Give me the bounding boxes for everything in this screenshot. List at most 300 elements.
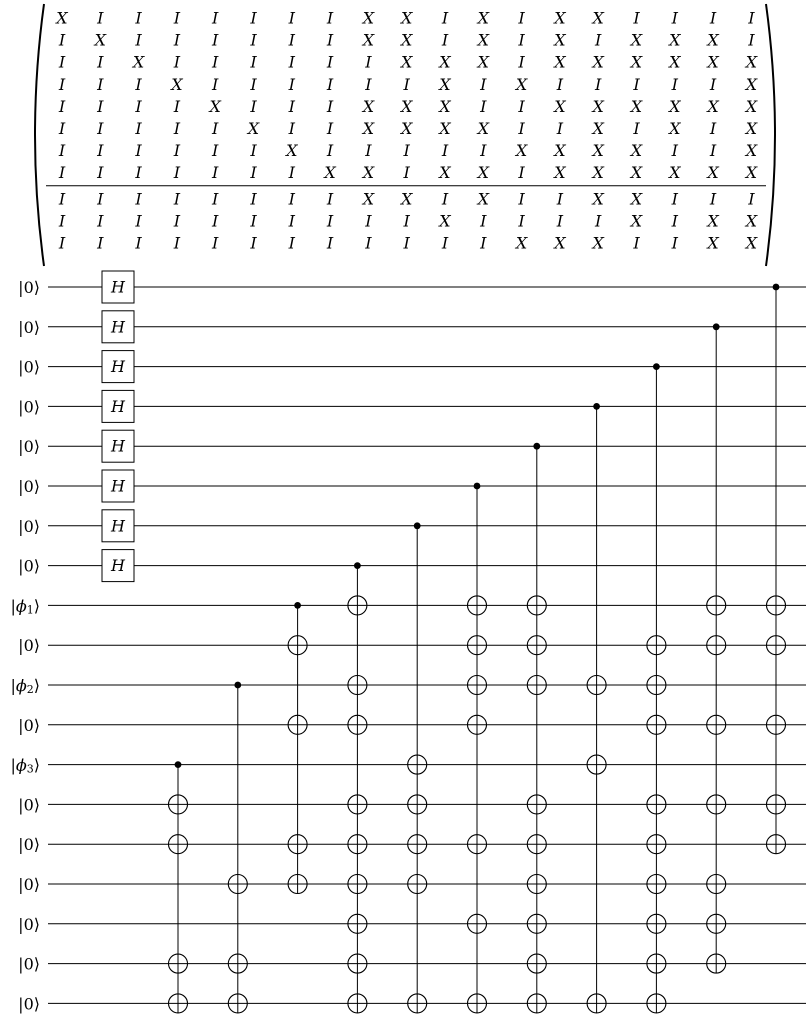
matrix-entry: I: [326, 96, 334, 116]
matrix-entry: I: [326, 233, 334, 253]
matrix-entry: X: [630, 30, 643, 50]
hadamard-gate-label: H: [111, 396, 125, 416]
qubit-label: |0⟩: [18, 317, 40, 337]
matrix-entry: I: [250, 96, 257, 116]
matrix-entry: I: [595, 211, 602, 231]
matrix-entry: X: [554, 30, 566, 50]
matrix-entry: I: [97, 211, 104, 231]
cnot-target: [468, 715, 487, 734]
cnot-column: [527, 443, 546, 1013]
cnot-target: [647, 914, 666, 933]
matrix-entry: X: [362, 189, 375, 209]
matrix-entry: I: [97, 8, 104, 28]
matrix-entry: I: [97, 163, 104, 183]
matrix-entry: I: [365, 52, 372, 72]
matrix-entry: X: [515, 74, 528, 94]
cnot-target: [468, 994, 487, 1013]
matrix-entry: X: [401, 8, 413, 28]
cnot-column: [647, 363, 666, 1013]
quantum-circuit: [10, 271, 806, 1013]
matrix-entry: X: [94, 30, 106, 50]
matrix-right-bracket: [766, 4, 775, 266]
matrix-entry: X: [745, 52, 758, 72]
qubit-label: $|\phi_3⟩$: [10, 755, 40, 776]
matrix-entry: I: [173, 96, 181, 116]
matrix-entry: I: [135, 96, 142, 116]
qubit-label: |0⟩: [18, 476, 40, 496]
matrix-entry: I: [671, 141, 678, 161]
matrix-entry: X: [554, 233, 566, 253]
qubit-label: |0⟩: [18, 794, 40, 814]
cnot-target: [647, 676, 666, 695]
cnot-target: [288, 835, 307, 854]
matrix-entry: I: [595, 30, 602, 50]
matrix-entry: I: [288, 119, 295, 138]
matrix-entry: I: [709, 119, 717, 138]
matrix-entry: I: [97, 141, 104, 161]
cnot-target: [169, 835, 188, 854]
control-dot: [533, 443, 540, 450]
matrix-entry: X: [745, 233, 758, 253]
cnot-target: [468, 835, 487, 854]
matrix-entry: X: [707, 96, 719, 116]
matrix-entry: I: [518, 30, 525, 50]
matrix-entry: I: [288, 233, 295, 253]
matrix-entry: X: [745, 74, 758, 94]
cnot-column: [767, 284, 786, 854]
qubit-label: |0⟩: [18, 436, 40, 456]
matrix-entry: I: [250, 163, 257, 183]
matrix-entry: I: [173, 211, 181, 231]
cnot-target: [288, 715, 307, 734]
matrix-entry: I: [365, 233, 372, 253]
matrix-entry: X: [477, 30, 489, 50]
matrix-entry: I: [480, 96, 487, 116]
qubit-label: |0⟩: [18, 277, 40, 297]
cnot-target: [707, 715, 726, 734]
matrix-entry: X: [362, 8, 375, 28]
matrix-entry: X: [592, 141, 604, 161]
matrix-entry: I: [135, 233, 142, 253]
matrix-left-bracket: [35, 4, 44, 266]
cnot-target: [587, 676, 606, 695]
matrix-entry: X: [745, 141, 758, 161]
matrix-entry: I: [480, 211, 487, 231]
cnot-target: [527, 596, 546, 615]
matrix-entry: I: [250, 74, 257, 94]
matrix-entry: X: [745, 211, 758, 231]
matrix-entry: X: [669, 96, 681, 116]
matrix-entry: I: [326, 141, 334, 161]
qubit-label: |0⟩: [18, 556, 40, 576]
matrix-entry: X: [554, 96, 566, 116]
matrix-entry: X: [286, 141, 298, 161]
qubit-label: |0⟩: [18, 954, 40, 974]
matrix-entry: X: [209, 96, 221, 116]
matrix-entry: I: [365, 141, 372, 161]
matrix-entry: X: [171, 74, 183, 94]
matrix-entry: I: [480, 233, 487, 253]
control-dot: [175, 761, 182, 768]
cnot-column: [707, 323, 726, 973]
matrix-entry: I: [288, 8, 295, 28]
matrix-entry: X: [630, 141, 643, 161]
qubit-label: |0⟩: [18, 874, 40, 894]
matrix-entry: X: [477, 52, 489, 72]
matrix-entry: I: [709, 189, 717, 209]
qubit-label: |0⟩: [18, 516, 40, 536]
cnot-target: [527, 835, 546, 854]
matrix-entry: I: [441, 189, 449, 209]
control-dot: [474, 483, 481, 490]
cnot-target: [468, 676, 487, 695]
matrix-entry: X: [630, 189, 643, 209]
matrix-entry: I: [173, 163, 181, 183]
cnot-target: [468, 596, 487, 615]
matrix-entry: X: [56, 8, 68, 28]
cnot-target: [527, 914, 546, 933]
matrix-entry: I: [250, 141, 257, 161]
matrix-entry: I: [97, 233, 104, 253]
cnot-target: [587, 994, 606, 1013]
control-dot: [234, 682, 241, 689]
matrix-entry: I: [212, 74, 219, 94]
cnot-target: [228, 994, 247, 1013]
matrix-entry: X: [745, 119, 758, 138]
matrix-entry: X: [554, 8, 566, 28]
cnot-target: [408, 994, 427, 1013]
matrix-entry: I: [97, 52, 104, 72]
cnot-column: [288, 602, 307, 894]
matrix-entry: X: [132, 52, 145, 72]
cnot-target: [647, 795, 666, 814]
cnot-column: [408, 522, 427, 1013]
matrix-entry: I: [365, 74, 372, 94]
cnot-column: [348, 562, 367, 1013]
hadamard-gate-label: H: [111, 357, 125, 377]
cnot-target: [767, 715, 786, 734]
cnot-target: [647, 954, 666, 973]
control-dot: [593, 403, 600, 410]
cnot-target: [707, 596, 726, 615]
matrix-entry: I: [441, 8, 449, 28]
matrix-entry: I: [135, 141, 142, 161]
cnot-target: [348, 875, 367, 894]
matrix-entry: I: [480, 141, 487, 161]
matrix-entry: I: [671, 233, 678, 253]
matrix-entry: I: [326, 119, 334, 138]
matrix-entry: I: [97, 119, 104, 138]
cnot-target: [228, 954, 247, 973]
matrix-entry: I: [288, 52, 295, 72]
hadamard-gate-label: H: [111, 516, 125, 536]
cnot-target: [707, 875, 726, 894]
matrix-entry: X: [362, 163, 375, 183]
matrix-entry: X: [554, 163, 566, 183]
cnot-target: [169, 795, 188, 814]
matrix-entry: X: [515, 233, 528, 253]
cnot-target: [468, 914, 487, 933]
cnot-target: [647, 715, 666, 734]
matrix-entry: I: [403, 74, 410, 94]
matrix-entry: I: [518, 52, 525, 72]
matrix-entry: X: [630, 52, 643, 72]
matrix-entry: I: [212, 189, 219, 209]
matrix-entry: I: [403, 233, 410, 253]
hadamard-gate-label: H: [111, 556, 125, 576]
matrix-entry: X: [669, 52, 681, 72]
matrix-entry: X: [362, 96, 375, 116]
qubit-label: |0⟩: [18, 914, 40, 934]
qubit-label: |0⟩: [18, 993, 40, 1013]
cnot-target: [408, 835, 427, 854]
matrix-entry: X: [401, 30, 413, 50]
matrix-entry: X: [707, 211, 719, 231]
qubit-label: |0⟩: [18, 357, 40, 377]
matrix-entry: I: [58, 74, 66, 94]
matrix-entry: X: [401, 96, 413, 116]
matrix-entry: I: [58, 119, 66, 138]
matrix-entry: X: [669, 119, 681, 138]
matrix-entry: I: [556, 211, 564, 231]
hadamard-gate-label: H: [111, 476, 125, 496]
matrix-entry: I: [326, 74, 334, 94]
matrix-entry: I: [326, 211, 334, 231]
qubit-label: |0⟩: [18, 834, 40, 854]
matrix-entry: I: [403, 141, 410, 161]
matrix-entry: I: [212, 119, 219, 138]
matrix-entry: I: [135, 211, 142, 231]
matrix-entry: X: [630, 211, 643, 231]
matrix-entry: I: [748, 189, 755, 209]
matrix-entry: X: [324, 163, 336, 183]
matrix-entry: I: [58, 30, 66, 50]
cnot-target: [288, 875, 307, 894]
cnot-target: [527, 636, 546, 655]
matrix-entry: I: [58, 141, 66, 161]
cnot-target: [348, 676, 367, 695]
control-dot: [653, 363, 660, 370]
cnot-target: [647, 636, 666, 655]
matrix-entry: I: [173, 233, 181, 253]
matrix-entry: I: [173, 8, 181, 28]
cnot-target: [527, 954, 546, 973]
matrix-entry: I: [97, 189, 104, 209]
matrix-entry: I: [135, 163, 142, 183]
matrix-entry: X: [401, 189, 413, 209]
matrix-entry: I: [556, 119, 564, 138]
matrix-entry: X: [745, 163, 758, 183]
matrix-entry: X: [554, 141, 566, 161]
matrix-entry: I: [173, 141, 181, 161]
cnot-target: [228, 875, 247, 894]
cnot-target: [647, 994, 666, 1013]
cnot-target: [348, 994, 367, 1013]
matrix-entry: I: [441, 141, 449, 161]
matrix-entry: I: [556, 74, 564, 94]
hadamard-gate-label: H: [111, 436, 125, 456]
matrix-entry: X: [401, 119, 413, 138]
cnot-target: [348, 715, 367, 734]
cnot-target: [348, 914, 367, 933]
matrix-entry: X: [477, 8, 489, 28]
matrix-entry: X: [439, 52, 451, 72]
matrix-entry: X: [439, 74, 451, 94]
matrix-entry: I: [518, 189, 525, 209]
cnot-target: [767, 835, 786, 854]
matrix-entry: I: [173, 119, 181, 138]
matrix-entry: I: [250, 30, 257, 50]
matrix-entry: X: [362, 119, 375, 138]
cnot-target: [647, 875, 666, 894]
matrix-entry: I: [212, 8, 219, 28]
matrix-entry: X: [554, 52, 566, 72]
matrix-entry: I: [633, 233, 640, 253]
cnot-target: [647, 835, 666, 854]
hadamard-gate-label: H: [111, 317, 125, 337]
matrix-entry: X: [592, 96, 604, 116]
matrix-entry: X: [707, 233, 719, 253]
matrix-entry: I: [326, 8, 334, 28]
matrix-entry: X: [669, 30, 681, 50]
matrix-entry: I: [135, 8, 142, 28]
matrix-entry: I: [288, 30, 295, 50]
matrix-entry: X: [362, 30, 375, 50]
matrix-entry: I: [518, 119, 525, 138]
matrix-entry: I: [173, 52, 181, 72]
matrix-entry: I: [403, 211, 410, 231]
matrix-entry: I: [288, 163, 295, 183]
matrix-entry: X: [439, 163, 451, 183]
control-dot: [713, 323, 720, 330]
matrix-entry: I: [671, 74, 678, 94]
matrix-entry: X: [592, 52, 604, 72]
matrix-entry: I: [97, 74, 104, 94]
cnot-target: [169, 954, 188, 973]
matrix-entry: I: [633, 8, 640, 28]
cnot-target: [527, 795, 546, 814]
cnot-target: [348, 835, 367, 854]
matrix-entry: I: [97, 96, 104, 116]
matrix-entry: I: [518, 8, 525, 28]
matrix-entry: X: [707, 30, 719, 50]
matrix-entry: I: [250, 233, 257, 253]
matrix-entry: I: [250, 189, 257, 209]
cnot-column: [169, 761, 188, 1013]
matrix-entry: X: [247, 119, 260, 138]
matrix-entry: I: [709, 74, 717, 94]
cnot-target: [707, 795, 726, 814]
matrix-entry: X: [592, 189, 604, 209]
matrix-entry: X: [707, 163, 719, 183]
cnot-column: [228, 682, 247, 1013]
cnot-target: [527, 875, 546, 894]
control-dot: [773, 284, 780, 291]
matrix-entry: I: [326, 52, 334, 72]
matrix-entry: X: [439, 211, 451, 231]
matrix-entry: I: [58, 96, 66, 116]
matrix-entry: I: [250, 8, 257, 28]
cnot-column: [587, 403, 606, 1013]
matrix-entry: X: [439, 96, 451, 116]
cnot-target: [348, 795, 367, 814]
matrix-entry: I: [58, 163, 66, 183]
matrix-entry: I: [326, 189, 334, 209]
matrix-entry: I: [365, 211, 372, 231]
matrix-entry: I: [135, 119, 142, 138]
matrix-entry: I: [173, 30, 181, 50]
matrix-entry: X: [630, 163, 643, 183]
matrix-entry: I: [709, 8, 717, 28]
matrix-entry: X: [669, 163, 681, 183]
matrix-entry: X: [630, 96, 643, 116]
cnot-target: [707, 954, 726, 973]
matrix-entry: I: [58, 52, 66, 72]
cnot-target: [527, 676, 546, 695]
cnot-target: [707, 914, 726, 933]
matrix-entry: I: [671, 211, 678, 231]
matrix-entry: I: [250, 211, 257, 231]
matrix-entry: I: [288, 189, 295, 209]
cnot-target: [527, 994, 546, 1013]
matrix-entry: X: [477, 119, 489, 138]
matrix-entry: I: [518, 163, 525, 183]
matrix-entry: I: [671, 189, 678, 209]
matrix-entry: I: [212, 30, 219, 50]
matrix-entry: I: [556, 189, 564, 209]
matrix-entry: I: [212, 141, 219, 161]
qubit-label: |0⟩: [18, 715, 40, 735]
hadamard-gate-label: H: [111, 277, 125, 297]
matrix-entry: I: [518, 211, 525, 231]
matrix-entry: I: [518, 96, 525, 116]
cnot-target: [468, 636, 487, 655]
matrix-entry: I: [709, 141, 717, 161]
matrix-entry: X: [592, 8, 604, 28]
matrix-entry: I: [403, 163, 410, 183]
control-dot: [294, 602, 301, 609]
qubit-label: |0⟩: [18, 396, 40, 416]
stabilizer-matrix: [35, 4, 775, 266]
matrix-entry: I: [326, 30, 334, 50]
matrix-entry: X: [515, 141, 528, 161]
matrix-entry: I: [633, 119, 640, 138]
matrix-entry: I: [748, 8, 755, 28]
matrix-entry: X: [592, 233, 604, 253]
matrix-entry: I: [288, 211, 295, 231]
cnot-target: [767, 596, 786, 615]
control-dot: [414, 522, 421, 529]
cnot-target: [288, 636, 307, 655]
matrix-entry: I: [212, 233, 219, 253]
matrix-entry: I: [595, 74, 602, 94]
matrix-entry: X: [592, 163, 604, 183]
matrix-entry: I: [441, 30, 449, 50]
matrix-entry: I: [480, 74, 487, 94]
matrix-entry: I: [135, 189, 142, 209]
qubit-label: $|\phi_1⟩$: [10, 595, 40, 616]
cnot-target: [767, 795, 786, 814]
cnot-column: [468, 483, 487, 1013]
qubit-label: |0⟩: [18, 635, 40, 655]
cnot-target: [587, 755, 606, 774]
matrix-entry: I: [173, 189, 181, 209]
cnot-target: [707, 636, 726, 655]
matrix-entry: I: [135, 74, 142, 94]
matrix-entry: I: [748, 30, 755, 50]
matrix-entry: X: [439, 119, 451, 138]
matrix-entry: I: [212, 52, 219, 72]
